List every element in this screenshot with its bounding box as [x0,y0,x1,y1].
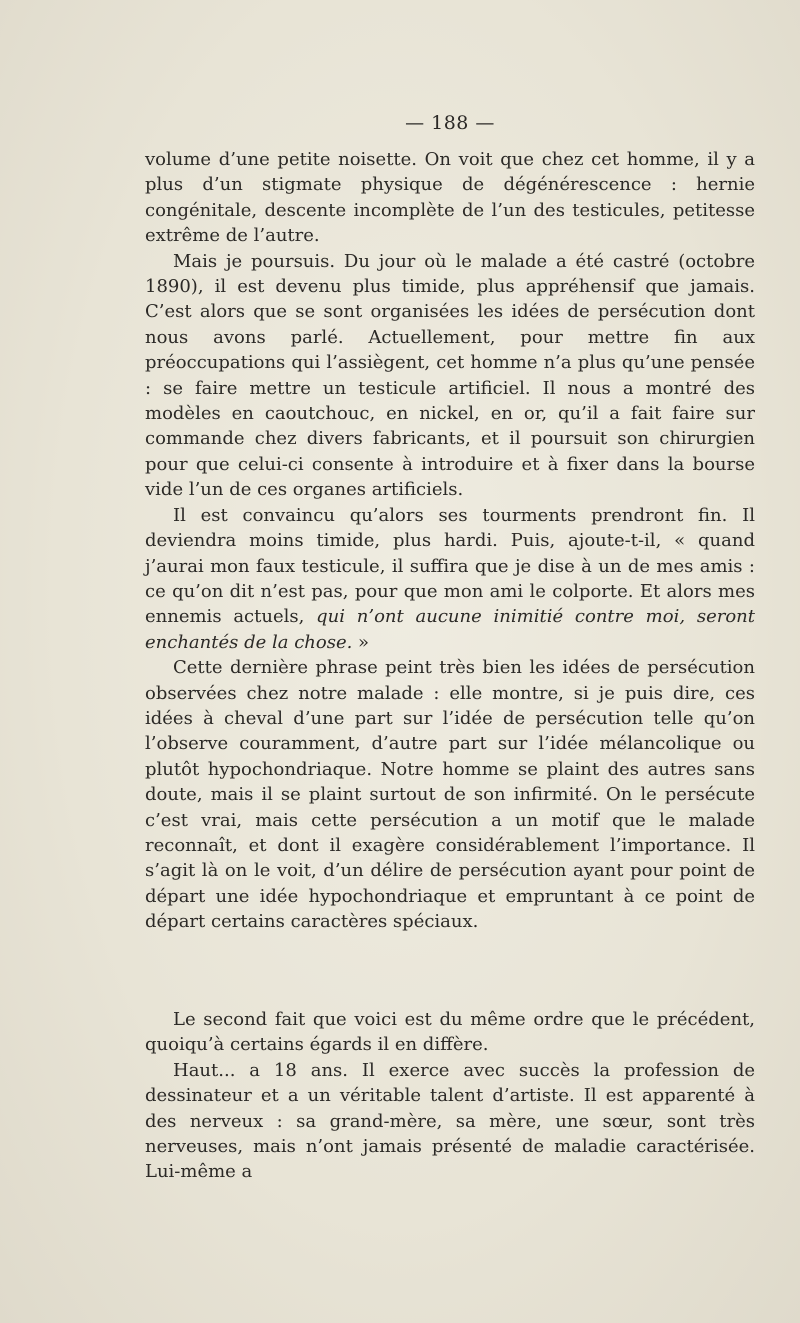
page-number: — 188 — [405,112,495,134]
text-block-second-case [145,1007,755,1185]
quote-close: » [352,631,370,653]
paragraph-continuation: volume d’une petite noisette. On voit que chez cet homme, il y a plus d’un stigmate physique de dégénérescence : hernie congénitale, descente incomplète de l’un des testicules, petitesse extrême de l’autre. [145,149,755,247]
paragraph-quote [145,503,755,655]
paragraph-second-case-intro: Le second fait que voici est du même ordre que le précédent, quoiqu’à certains égards il en diffère. [145,1009,755,1056]
quote-italic: qui n’ont aucune inimitié contre moi, seront enchantés de la chose. [145,606,755,653]
paragraph-castration: Mais je poursuis. Du jour où le malade a été castré (octobre 1890), il est devenu plus timide, plus appréhensif que jamais. C’est alors que se sont organisées les idées de persécution dont nous avons parlé. Actuellement, pour mettre fin aux préoccupations qui l’assiègent, cet homme n’a plus qu’une pensée : se faire mettre un testicule artificiel. Il nous a montré des modèles en caoutchouc, en nickel, en or, qu’il a fait faire sur commande chez divers fabricants, et il poursuit son chirurgien pour que celui-ci consente à introduire et à fixer dans la bourse vide l’un de ces organes artificiels. [145,250,755,501]
paragraph-analysis: Cette dernière phrase peint très bien les idées de persécution observées chez notre malade : elle montre, si je puis dire, ces idées à cheval d’une part sur l’idée de persécution telle qu’on l’observe couramment, d’autre part sur l’idée mélancolique ou plutôt hypochondriaque. Notre homme se plaint des autres sans doute, mais il se plaint surtout de son infirmité. On le persécute c’est vrai, mais cette persécution a un motif que le malade reconnaît, et dont il exagère considérablement l’importance. Il s’agit là on le voit, d’un délire de persécution ayant pour point de départ une idée hypochondriaque et empruntant à ce point de départ certains caractères spéciaux. [145,657,755,933]
paragraph-second-case-details: Haut... a 18 ans. Il exerce avec succès la profession de dessinateur et a un véritable talent d’artiste. Il est apparenté à des nerveux : sa grand-mère, sa mère, une sœur, sont très nerveuses, mais n’ont jamais présenté de maladie caractérisée. Lui-même a [145,1059,755,1183]
text-block-main [145,147,755,935]
quote-text: Il est convaincu qu’alors ses tourments prendront fin. Il deviendra moins timide, plus hardi. Puis, ajoute-t-il, « quand j’aurai mon faux testicule, il suffira que je dise à un de mes amis : ce qu’on dit n’est pas, pour que mon ami le colporte. Et alors mes ennemis actuels, [145,504,755,628]
